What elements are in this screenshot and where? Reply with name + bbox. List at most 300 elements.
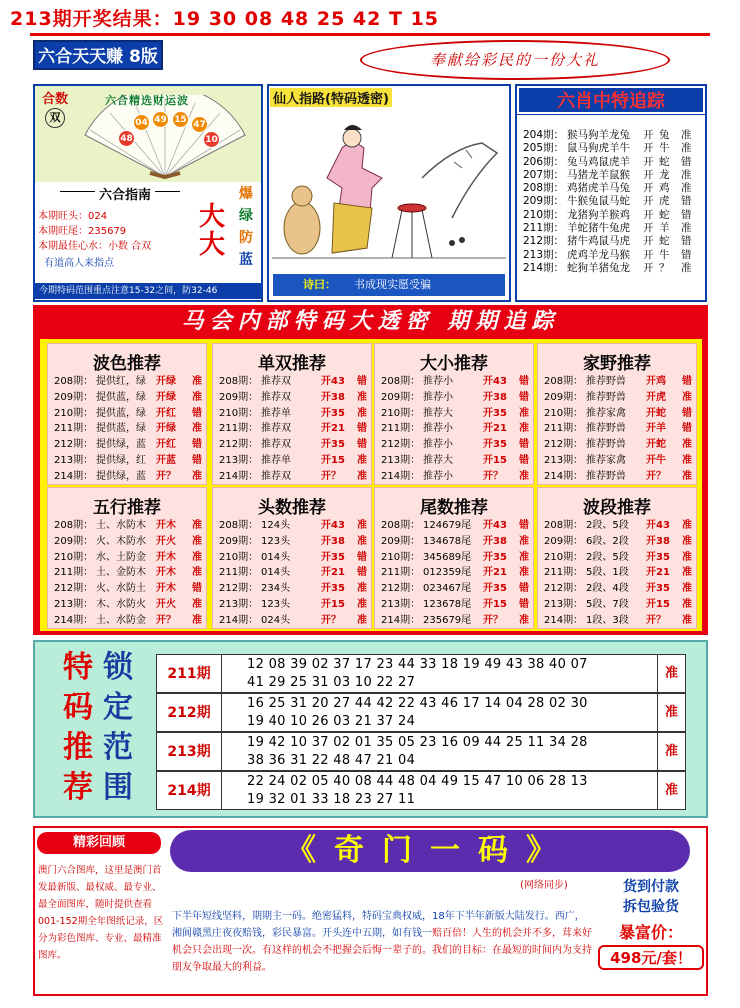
zodiac-zodiacs: 虎鸡羊龙马猴 [567, 248, 630, 261]
guide-line: 有道高人来指点 [44, 258, 114, 269]
card-status: 错 [682, 407, 692, 419]
ball: 15 [172, 111, 189, 128]
promo-description: 下半年短线坚料，期期主一码。绝密猛料，特码宝典权威，18年下半年新版大陆发行。西广，湘阆赣黑庄夜夜赔钱，彩民暴富。开头连中五期，如有钱一赔百倍！人生的机会并不多，茸来好机会只会出现一次。有这样的机会不把握会后悔一辈子的。我们的目标：在最短的时间内为支持朋友争取最大的利益。 [172, 911, 592, 973]
zodiac-row [523, 195, 703, 208]
card-period: 213期： [54, 598, 94, 610]
card-status: 准 [192, 535, 202, 547]
card-tip: 推荐大 [423, 454, 453, 466]
card-open: 开43 [321, 376, 345, 387]
card-open: 开35 [483, 583, 507, 595]
card-open: 开38 [483, 535, 507, 547]
qimen-banner: 《奇门一码》 [170, 830, 690, 872]
review-title: 精彩回顾 [37, 832, 161, 854]
card-tip: 234头 [261, 583, 291, 595]
card-open: 开38 [321, 391, 345, 403]
card-period: 212期： [54, 439, 94, 451]
card-tip: 推荐小 [423, 423, 453, 435]
card-open: 开15 [321, 454, 345, 466]
card-status: 错 [192, 454, 202, 466]
card-period: 212期： [381, 583, 421, 595]
ball: 49 [152, 111, 169, 128]
card-period: 214期： [54, 470, 94, 482]
card-period: 214期： [54, 614, 94, 626]
card-status: 准 [682, 454, 692, 466]
guide-lines [38, 207, 151, 269]
card-row [375, 597, 533, 613]
card-row [375, 613, 533, 629]
card-period: 210期： [381, 551, 421, 563]
zodiac-open: 开 [643, 261, 654, 274]
card-period: 210期： [544, 407, 584, 419]
zodiac-zodiacs: 兔马鸡鼠虎羊 [567, 155, 630, 168]
card-period: 212期： [219, 583, 259, 595]
card-tip: 推荐家禽 [586, 454, 626, 466]
card-open: 开绿 [156, 423, 176, 435]
recommend-card [212, 343, 372, 485]
card-row [538, 374, 696, 390]
zodiac-period: 205期： [523, 142, 565, 155]
ball: 10 [203, 131, 220, 148]
card-period: 210期： [54, 551, 94, 563]
card-title: 尾数推荐 [420, 498, 488, 518]
card-row [48, 437, 206, 453]
card-period: 214期： [544, 614, 584, 626]
card-period: 208期： [54, 376, 94, 387]
card-tip: 124679尾 [423, 520, 472, 531]
card-period: 211期： [219, 567, 259, 579]
card-open: 开？ [646, 470, 666, 482]
card-period: 212期： [381, 439, 421, 451]
zodiac-status: 准 [681, 261, 692, 274]
card-tip: 2段、5段 [586, 551, 629, 563]
lock-numbers: 19 42 10 37 02 01 35 05 23 16 09 44 25 11 34 28 [247, 735, 588, 750]
zodiac-status: 准 [681, 129, 692, 141]
card-status: 错 [519, 520, 529, 531]
card-period: 211期： [219, 423, 259, 435]
card-status: 错 [682, 423, 692, 435]
card-status: 准 [357, 583, 367, 595]
card-period: 214期： [544, 470, 584, 482]
zodiac-row [523, 262, 703, 275]
card-period: 213期： [219, 598, 259, 610]
zodiac-period: 211期： [523, 222, 565, 235]
card-status: 准 [192, 376, 202, 387]
poem-text: 书成现实愿受骗 [354, 278, 431, 291]
lock-period: 211期 [157, 655, 222, 692]
zodiac-result: 蛇 [659, 208, 670, 221]
card-row [213, 469, 371, 485]
card-status: 准 [192, 567, 202, 579]
card-title: 家野推荐 [583, 354, 651, 374]
card-period: 213期： [381, 454, 421, 466]
card-open: 开35 [483, 407, 507, 419]
card-row [375, 518, 533, 534]
card-open: 开35 [483, 551, 507, 563]
card-row [538, 613, 696, 629]
card-title: 大小推荐 [420, 354, 488, 374]
range-footer: 今期特码范围重点注意15-32之间，防32-46 [35, 283, 261, 299]
card-period: 208期： [381, 520, 421, 531]
zodiac-row [523, 209, 703, 222]
card-title: 波段推荐 [583, 498, 651, 518]
zodiac-status: 准 [681, 142, 692, 155]
card-tip: 提供蓝，绿 [96, 423, 146, 435]
card-tip: 124头 [261, 520, 291, 531]
card-row [213, 421, 371, 437]
card-row [375, 550, 533, 566]
price-box: 货到付款 拆包验货 暴富价： 498元/套！ [598, 876, 704, 968]
card-row [213, 437, 371, 453]
zodiac-row [523, 235, 703, 248]
liuhe-guide-title: 六合指南 [95, 184, 155, 203]
card-row [538, 534, 696, 550]
card-status: 准 [357, 598, 367, 610]
card-open: 开38 [646, 535, 670, 547]
card-status: 准 [519, 614, 529, 626]
zodiac-status: 错 [681, 248, 692, 261]
guide-line: 本期旺尾：235679 [38, 226, 127, 237]
card-status: 准 [519, 535, 529, 547]
recommend-card [374, 343, 534, 485]
card-row [213, 453, 371, 469]
card-status: 准 [357, 454, 367, 466]
zodiac-result: 牛 [659, 142, 670, 155]
zodiac-result: ？ [659, 261, 670, 274]
fan-title: 六合精选财运波 [105, 94, 189, 107]
card-open: 开21 [321, 423, 345, 435]
card-row [538, 550, 696, 566]
card-tip: 推荐单 [261, 407, 291, 419]
card-tip: 345689尾 [423, 551, 472, 563]
card-period: 209期： [381, 391, 421, 403]
card-tip: 木、水防火 [96, 598, 146, 610]
six-zodiac-title: 六肖中特追踪 [517, 86, 705, 114]
card-row [213, 390, 371, 406]
card-status: 错 [519, 391, 529, 403]
edition-badge: 六合天天赚 8版 [33, 40, 163, 70]
card-tip: 2段、5段 [586, 520, 629, 531]
poem-label: 诗曰： [303, 278, 336, 291]
divider [30, 33, 710, 36]
zodiac-result: 虎 [659, 195, 670, 208]
lock-period: 212期 [157, 694, 222, 731]
guide-line: 本期最佳心水：小数 合双 [38, 241, 152, 252]
card-open: 开虎 [646, 391, 666, 403]
zodiac-period: 214期： [523, 261, 565, 274]
card-tip: 提供绿，红 [96, 454, 146, 466]
lock-period: 214期 [157, 772, 222, 809]
ball: 47 [191, 116, 208, 133]
draw-result-title: 213期开奖结果：19 30 08 48 25 42 T 15 [10, 8, 440, 30]
zodiac-period: 210期： [523, 208, 565, 221]
card-period: 212期： [544, 583, 584, 595]
recommend-card [537, 343, 697, 485]
card-open: 开蛇 [646, 407, 666, 419]
card-row [538, 518, 696, 534]
card-status: 准 [357, 520, 367, 531]
card-title: 五行推荐 [93, 498, 161, 518]
card-status: 准 [519, 551, 529, 563]
immortal-illustration [272, 108, 506, 272]
zodiac-status: 准 [681, 182, 692, 195]
card-open: 开15 [483, 598, 507, 610]
zodiac-result: 蛇 [659, 155, 670, 168]
card-period: 210期： [54, 407, 94, 419]
zodiac-status: 错 [681, 235, 692, 248]
card-period: 211期： [54, 423, 94, 435]
card-row [538, 453, 696, 469]
zodiac-zodiacs: 马猪龙羊鼠猴 [567, 168, 630, 181]
zodiac-row [523, 182, 703, 195]
card-period: 209期： [544, 391, 584, 403]
card-status: 错 [519, 439, 529, 451]
lock-numbers: 22 24 02 05 40 08 44 48 04 49 15 47 10 06 28 13 [247, 774, 588, 789]
card-status: 准 [192, 551, 202, 563]
card-open: 开红 [156, 439, 176, 451]
card-open: 开羊 [646, 423, 666, 435]
zodiac-period: 213期： [523, 248, 565, 261]
card-tip: 提供红，绿 [96, 376, 146, 387]
slogan: 奉献给彩民的一份大礼 [360, 40, 670, 80]
card-row [213, 406, 371, 422]
card-period: 209期： [219, 391, 259, 403]
card-tip: 推荐野兽 [586, 391, 626, 403]
zodiac-row [523, 169, 703, 182]
card-period: 212期： [544, 439, 584, 451]
card-open: 开蓝 [156, 454, 176, 466]
card-status: 错 [357, 423, 367, 435]
card-row [48, 469, 206, 485]
card-row [375, 374, 533, 390]
card-open: 开43 [646, 520, 670, 531]
card-open: 开火 [156, 598, 176, 610]
lock-status: 准 [657, 694, 685, 731]
card-period: 211期： [544, 423, 584, 435]
zodiac-period: 204期： [523, 129, 565, 141]
card-tip: 推荐野兽 [586, 439, 626, 451]
card-status: 错 [519, 454, 529, 466]
card-open: 开木 [156, 551, 176, 563]
zodiac-result: 鸡 [659, 182, 670, 195]
card-status: 准 [519, 407, 529, 419]
card-row [375, 421, 533, 437]
card-period: 209期： [54, 535, 94, 547]
card-period: 210期： [381, 407, 421, 419]
card-period: 212期： [219, 439, 259, 451]
lock-period: 213期 [157, 733, 222, 770]
lock-numbers: 19 32 01 33 18 23 27 11 [247, 792, 416, 807]
tracking-title: 马会内部特码大透密 期期追踪 [181, 309, 560, 334]
zodiac-status: 准 [681, 168, 692, 181]
card-open: 开43 [483, 376, 507, 387]
lock-status: 准 [657, 655, 685, 692]
zodiac-row [523, 222, 703, 235]
card-open: 开木 [156, 567, 176, 579]
zodiac-result: 蛇 [659, 235, 670, 248]
zodiac-row [523, 156, 703, 169]
card-status: 准 [682, 520, 692, 531]
card-period: 213期： [54, 454, 94, 466]
card-tip: 6段、2段 [586, 535, 629, 547]
card-period: 209期： [219, 535, 259, 547]
card-open: 开43 [321, 520, 345, 531]
card-row [375, 534, 533, 550]
card-row [538, 565, 696, 581]
card-open: 开35 [321, 551, 345, 563]
card-row [48, 550, 206, 566]
card-period: 208期： [544, 376, 584, 387]
recommend-card [374, 487, 534, 629]
card-open: 开35 [321, 583, 345, 595]
zodiac-row [523, 129, 703, 142]
card-open: 开？ [156, 470, 176, 482]
card-status: 准 [357, 535, 367, 547]
zodiac-zodiacs: 鼠马狗虎羊牛 [567, 142, 630, 155]
card-period: 210期： [219, 551, 259, 563]
card-tip: 推荐单 [261, 454, 291, 466]
card-period: 210期： [219, 407, 259, 419]
recommend-card [47, 343, 207, 485]
card-tip: 土、水防木 [96, 520, 146, 531]
zodiac-period: 208期： [523, 182, 565, 195]
card-row [213, 597, 371, 613]
card-tip: 推荐小 [423, 470, 453, 482]
card-open: 开21 [483, 423, 507, 435]
zodiac-result: 牛 [659, 248, 670, 261]
card-row [213, 534, 371, 550]
card-row [375, 406, 533, 422]
zodiac-status: 错 [681, 208, 692, 221]
card-period: 214期： [381, 614, 421, 626]
card-row [538, 469, 696, 485]
card-status: 错 [682, 376, 692, 387]
card-status: 准 [682, 598, 692, 610]
card-tip: 推荐小 [423, 376, 453, 387]
card-open: 开蛇 [646, 439, 666, 451]
card-row [375, 565, 533, 581]
card-open: 开木 [156, 520, 176, 531]
card-tip: 2段、4段 [586, 583, 629, 595]
card-period: 213期： [544, 454, 584, 466]
card-row [213, 374, 371, 390]
zodiac-open: 开 [643, 208, 654, 221]
card-tip: 推荐双 [261, 439, 291, 451]
lock-row [156, 732, 686, 771]
card-period: 208期： [219, 520, 259, 531]
card-open: 开木 [156, 583, 176, 595]
lock-right-chars: 锁 定 范 围 [103, 650, 133, 805]
card-tip: 推荐小 [423, 439, 453, 451]
card-tip: 提供蓝，绿 [96, 391, 146, 403]
zodiac-open: 开 [643, 235, 654, 248]
card-period: 211期： [544, 567, 584, 579]
zodiac-result: 龙 [659, 168, 670, 181]
card-row [213, 565, 371, 581]
card-period: 208期： [544, 520, 584, 531]
card-tip: 推荐小 [423, 391, 453, 403]
card-period: 214期： [381, 470, 421, 482]
card-status: 准 [682, 535, 692, 547]
card-row [538, 406, 696, 422]
recommend-card [537, 487, 697, 629]
card-open: 开？ [156, 614, 176, 626]
lock-numbers: 16 25 31 20 27 44 42 22 43 46 17 14 04 28 02 30 [247, 696, 588, 711]
card-status: 错 [519, 598, 529, 610]
heshu-value: 双 [45, 108, 65, 128]
zodiac-status: 错 [681, 155, 692, 168]
card-open: 开？ [321, 614, 341, 626]
card-tip: 提供绿，蓝 [96, 439, 146, 451]
card-tip: 火、木防水 [96, 535, 146, 547]
card-period: 209期： [54, 391, 94, 403]
card-status: 准 [357, 391, 367, 403]
recommend-card [212, 487, 372, 629]
card-period: 208期： [219, 376, 259, 387]
card-row [48, 565, 206, 581]
card-row [538, 390, 696, 406]
card-row [538, 581, 696, 597]
card-tip: 推荐野兽 [586, 423, 626, 435]
card-row [375, 469, 533, 485]
card-row [538, 597, 696, 613]
card-row [213, 518, 371, 534]
card-status: 准 [192, 520, 202, 531]
card-tip: 5段、7段 [586, 598, 629, 610]
zodiac-status: 准 [681, 222, 692, 235]
card-row [48, 613, 206, 629]
card-tip: 水、土防金 [96, 551, 146, 563]
card-tip: 推荐双 [261, 423, 291, 435]
card-tip: 土、金防木 [96, 567, 146, 579]
card-period: 212期： [54, 583, 94, 595]
card-row [48, 453, 206, 469]
zodiac-row [523, 142, 703, 155]
zodiac-period: 209期： [523, 195, 565, 208]
card-tip: 014头 [261, 567, 291, 579]
card-open: 开？ [483, 470, 503, 482]
card-open: 开35 [321, 407, 345, 419]
card-period: 213期： [544, 598, 584, 610]
zodiac-zodiacs: 猪牛鸡鼠马虎 [567, 235, 630, 248]
lock-numbers: 38 36 31 22 48 47 21 04 [247, 753, 416, 768]
card-row [48, 534, 206, 550]
card-status: 准 [682, 614, 692, 626]
lock-left-chars: 特 码 推 荐 [63, 650, 93, 805]
card-row [48, 581, 206, 597]
card-open: 开牛 [646, 454, 666, 466]
card-tip: 土、水防金 [96, 614, 146, 626]
card-tip: 推荐双 [261, 391, 291, 403]
card-tip: 012359尾 [423, 567, 472, 579]
card-status: 准 [192, 470, 202, 482]
card-open: 开35 [646, 551, 670, 563]
card-period: 208期： [381, 376, 421, 387]
side-characters: 爆 绿 防 蓝 [239, 186, 253, 268]
card-row [375, 437, 533, 453]
card-tip: 123头 [261, 598, 291, 610]
card-row [213, 550, 371, 566]
card-row [48, 597, 206, 613]
card-tip: 1段、3段 [586, 614, 629, 626]
zodiac-open: 开 [643, 142, 654, 155]
card-status: 准 [682, 583, 692, 595]
card-status: 准 [192, 614, 202, 626]
card-period: 210期： [544, 551, 584, 563]
card-tip: 推荐家禽 [586, 407, 626, 419]
card-status: 准 [357, 614, 367, 626]
card-open: 开鸡 [646, 376, 666, 387]
zodiac-open: 开 [643, 182, 654, 195]
